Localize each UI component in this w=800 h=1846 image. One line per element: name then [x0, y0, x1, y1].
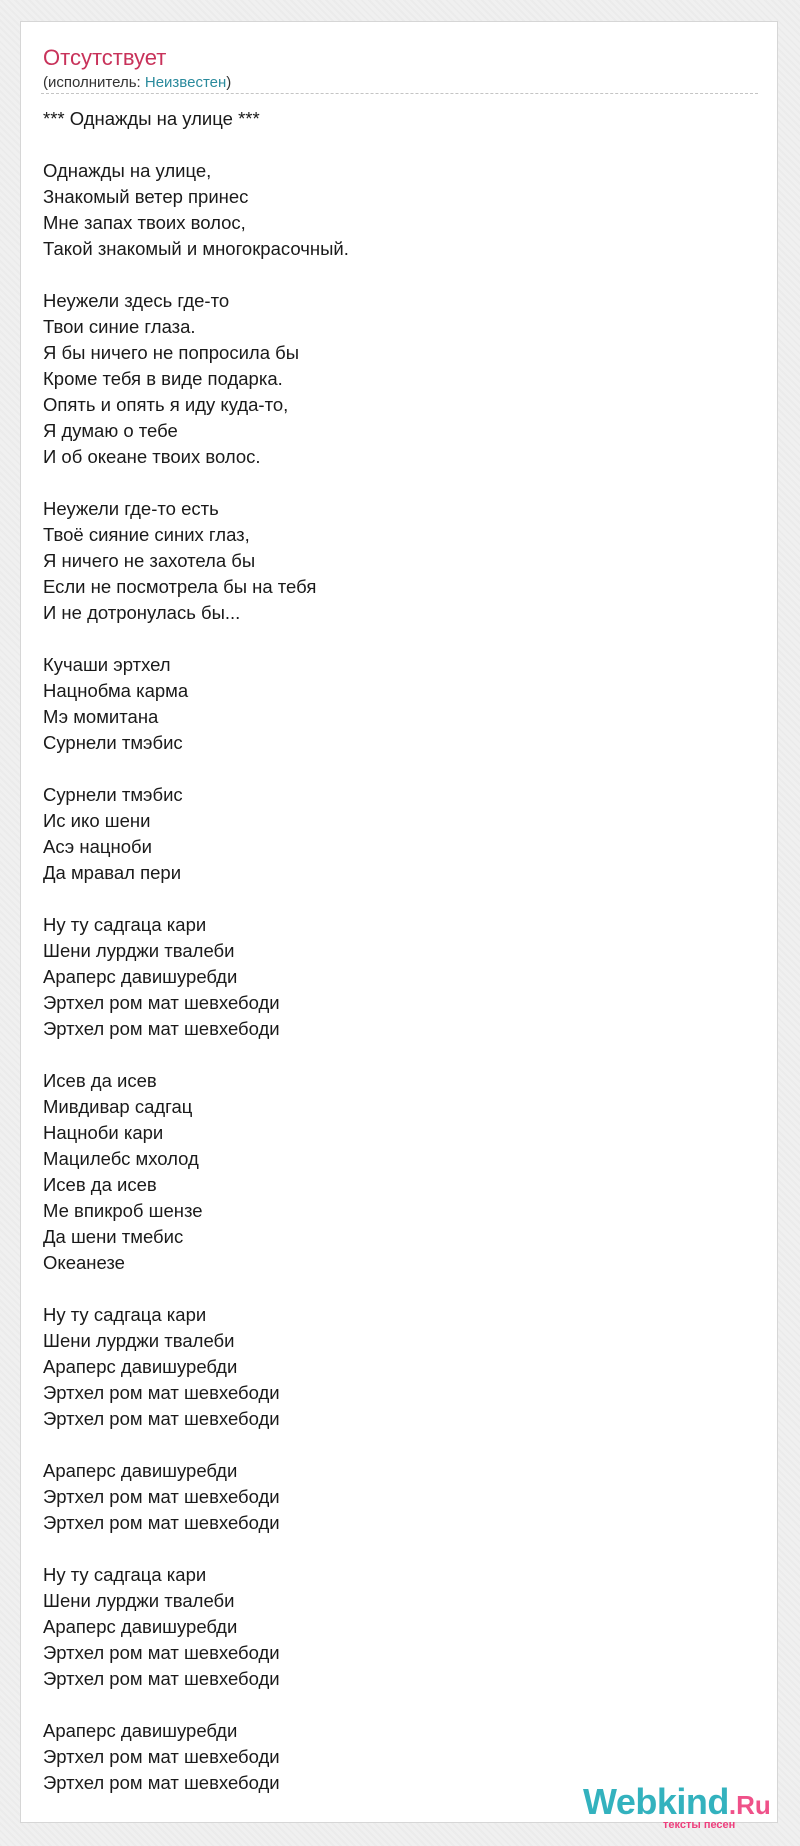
lyrics-line: Шени лурджи твалеби	[43, 940, 235, 961]
lyrics-line: Нацноби кари	[43, 1122, 164, 1143]
lyrics-line: Эртхел ром мат шевхебоди	[43, 1642, 280, 1663]
lyrics-line: Ис ико шени	[43, 810, 151, 831]
lyrics-blank-line	[43, 1042, 743, 1068]
lyrics-line: Неужели здесь где-то	[43, 290, 230, 311]
lyrics-line: И об океане твоих волос.	[43, 446, 261, 467]
artist-prefix: (исполнитель:	[43, 74, 145, 91]
lyrics-line: Мивдивар садгац	[43, 1096, 193, 1117]
lyrics-line: Эртхел ром мат шевхебоди	[43, 1746, 280, 1767]
lyrics-line: Если не посмотрела бы на тебя	[43, 576, 317, 597]
lyrics-line: Я бы ничего не попросила бы	[43, 342, 300, 363]
lyrics-line: Знакомый ветер принес	[43, 186, 249, 207]
artist-suffix: )	[226, 74, 232, 91]
lyrics-blank-line	[43, 626, 743, 652]
lyrics-line: Араперс давишуребди	[43, 966, 238, 987]
lyrics-line: И не дотронулась бы...	[43, 602, 241, 623]
lyrics-line: Сурнели тмэбис	[43, 732, 183, 753]
song-title: Отсутствует	[43, 45, 167, 70]
lyrics-blank-line	[43, 1692, 743, 1718]
lyrics-line: Эртхел ром мат шевхебоди	[43, 1018, 280, 1039]
lyrics-line: Ну ту садгаца кари	[43, 914, 207, 935]
lyrics-blank-line	[43, 1276, 743, 1302]
lyrics-line: Сурнели тмэбис	[43, 784, 183, 805]
lyrics-blank-line	[43, 1536, 743, 1562]
logo-main-text: Webkind	[583, 1781, 729, 1822]
lyrics-line: Араперс давишуребди	[43, 1720, 238, 1741]
lyrics-line: Такой знакомый и многокрасочный.	[43, 238, 349, 259]
lyrics-line: Эртхел ром мат шевхебоди	[43, 1512, 280, 1533]
lyrics-line: Ме впикроб шензе	[43, 1200, 203, 1221]
lyrics-blank-line	[43, 132, 743, 158]
logo-tagline: тексты песен	[663, 1819, 736, 1831]
lyrics-line: Твои синие глаза.	[43, 316, 196, 337]
lyrics-line: Кроме тебя в виде подарка.	[43, 368, 283, 389]
lyrics-line: Я думаю о тебе	[43, 420, 178, 441]
lyrics-line: Ну ту садгаца кари	[43, 1564, 207, 1585]
lyrics-line: Ну ту садгаца кари	[43, 1304, 207, 1325]
artist-line	[43, 73, 231, 93]
lyrics-blank-line	[43, 1432, 743, 1458]
lyrics-line: Исев да исев	[43, 1174, 157, 1195]
lyrics-line: Нацнобма карма	[43, 680, 189, 701]
lyrics-line: Однажды на улице,	[43, 160, 212, 181]
logo-suffix: .Ru	[728, 1790, 771, 1820]
lyrics-line: Эртхел ром мат шевхебоди	[43, 1772, 280, 1793]
lyrics-line: Да шени тмебис	[43, 1226, 184, 1247]
lyrics-blank-line	[43, 756, 743, 782]
lyrics-line: Мэ момитана	[43, 706, 159, 727]
lyrics-line: Опять и опять я иду куда-то,	[43, 394, 289, 415]
lyrics-line: Шени лурджи твалеби	[43, 1590, 235, 1611]
lyrics-line: *** Однажды на улице ***	[43, 108, 260, 129]
title-divider	[41, 93, 758, 94]
lyrics-line: Эртхел ром мат шевхебоди	[43, 1382, 280, 1403]
lyrics-line: Араперс давишуребди	[43, 1460, 238, 1481]
lyrics-line: Эртхел ром мат шевхебоди	[43, 1668, 280, 1689]
lyrics-text	[43, 106, 743, 1796]
lyrics-line: Океанезе	[43, 1252, 125, 1273]
lyrics-line: Мацилебс мхолод	[43, 1148, 199, 1169]
lyrics-line: Я ничего не захотела бы	[43, 550, 256, 571]
lyrics-line: Неужели где-то есть	[43, 498, 219, 519]
lyrics-line: Араперс давишуребди	[43, 1616, 238, 1637]
lyrics-line: Шени лурджи твалеби	[43, 1330, 235, 1351]
lyrics-blank-line	[43, 470, 743, 496]
lyrics-line: Араперс давишуребди	[43, 1356, 238, 1377]
lyrics-line: Эртхел ром мат шевхебоди	[43, 1486, 280, 1507]
lyrics-line: Мне запах твоих волос,	[43, 212, 246, 233]
lyrics-blank-line	[43, 262, 743, 288]
lyrics-line: Твоё сияние синих глаз,	[43, 524, 250, 545]
lyrics-line: Эртхел ром мат шевхебоди	[43, 992, 280, 1013]
artist-link[interactable]: Неизвестен	[144, 74, 227, 91]
lyrics-line: Исев да исев	[43, 1070, 157, 1091]
lyrics-blank-line	[43, 886, 743, 912]
lyrics-line: Асэ нацноби	[43, 836, 152, 857]
lyrics-line: Кучаши эртхел	[43, 654, 171, 675]
lyrics-card	[20, 21, 778, 1831]
lyrics-line: Да мравал пери	[43, 862, 182, 883]
webkind-logo[interactable]	[583, 1782, 788, 1832]
lyrics-line: Эртхел ром мат шевхебоди	[43, 1408, 280, 1429]
